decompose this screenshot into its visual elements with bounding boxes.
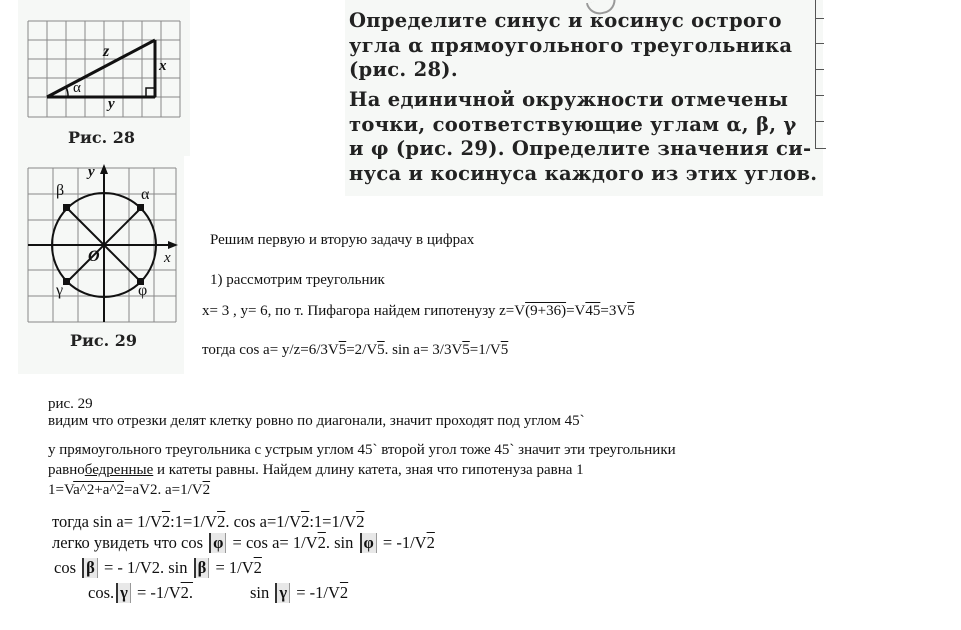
- label-z: z: [103, 43, 110, 60]
- label-y-axis: y: [88, 164, 95, 180]
- text-segment: =aV2. a=1/V: [124, 482, 203, 498]
- text-segment: cos: [54, 558, 81, 577]
- radicand: 2: [426, 533, 435, 552]
- label-x: x: [159, 58, 167, 74]
- leg-length-line: [48, 462, 584, 479]
- radicand: (9+36): [525, 303, 567, 319]
- phi-line: [52, 533, 435, 553]
- radicand: 2: [217, 512, 226, 531]
- figure-28-caption: Рис. 28: [68, 128, 136, 147]
- text-segment: = -1/V: [132, 583, 181, 602]
- gamma-cos-line: [88, 583, 193, 603]
- radicand: 5: [377, 342, 385, 358]
- beta-line: [54, 558, 262, 578]
- text-segment: 1=V: [48, 482, 74, 498]
- text-segment: =1/V: [469, 342, 501, 358]
- radicand: 2: [161, 512, 171, 531]
- radicand: 2: [301, 512, 310, 531]
- gamma-sin-line: [250, 583, 348, 603]
- task-1-line: Определите синус и косинус острого: [349, 9, 782, 32]
- cos-sin-alpha-line: [202, 342, 508, 359]
- gamma-symbol: γ: [116, 583, 131, 603]
- radicand: a^2+a^2: [73, 482, 124, 498]
- text-segment: =2/V: [346, 342, 378, 358]
- label-gamma: γ: [56, 282, 64, 299]
- text-segment: тогда sin a= 1/V: [52, 512, 162, 531]
- step-1-title: 1) рассмотрим треугольник: [210, 272, 385, 288]
- radicand: 2: [339, 583, 349, 602]
- text-segment: =3V: [600, 303, 628, 319]
- radicand: 2.: [180, 583, 194, 602]
- isosceles-reasoning: у прямоугольного треугольника с устрым углом 45` второй угол тоже 45` значит эти треугольники: [48, 442, 676, 458]
- text-segment: . sin a= 3/3V: [384, 342, 463, 358]
- label-beta: β: [56, 182, 65, 199]
- radicand: 45: [585, 303, 601, 319]
- margin-ruler: [815, 0, 826, 149]
- beta-symbol: β: [82, 558, 98, 578]
- text-segment: тогда cos a= y/z=6/3V: [202, 342, 339, 358]
- pythagoras-line: [202, 303, 635, 320]
- task-2-line: точки, соответствующие углам α, β, γ: [349, 112, 797, 136]
- radicand: 2: [356, 512, 365, 531]
- text-segment: = -1/V: [378, 533, 427, 552]
- task-1-line: угла α прямоугольного треугольника: [349, 33, 793, 57]
- task-2-text: [349, 88, 819, 186]
- fig-29-reference: рис. 29: [48, 396, 93, 412]
- task-2-line: нуса и косинуса каждого из этих углов.: [349, 161, 818, 185]
- phi-symbol: φ: [360, 533, 377, 553]
- text-segment: =V: [566, 303, 586, 319]
- leg-equation: [48, 482, 210, 499]
- text-segment: легко увидеть что cos: [52, 533, 208, 552]
- underlined-text: бедренные: [84, 462, 154, 478]
- text-segment: x= 3 , y= 6, по т. Пифагора найдем гипотенузу z=V: [202, 303, 526, 319]
- text-segment: :1=1/V: [170, 512, 218, 531]
- figure-28: [18, 0, 190, 156]
- sin-cos-alpha-result: [52, 512, 364, 532]
- text-segment: = -1/V: [292, 583, 340, 602]
- label-x-axis: x: [164, 250, 171, 266]
- task-1-line: (рис. 28).: [349, 58, 458, 81]
- text-segment: :1=1/V: [309, 512, 357, 531]
- radicand: 2: [253, 558, 262, 577]
- figure-29-caption: Рис. 29: [70, 331, 138, 350]
- radicand: 2: [202, 482, 211, 498]
- radicand: 5: [500, 342, 509, 358]
- fig-29-observation: видим что отрезки делят клетку ровно по диагонали, значит проходят под углом 45`: [48, 413, 585, 429]
- text-segment: sin: [250, 583, 274, 602]
- text-segment: cos.: [88, 583, 115, 602]
- text-segment: = cos a= 1/V: [228, 533, 318, 552]
- radicand: 2: [317, 533, 326, 552]
- radicand: 5: [462, 342, 470, 358]
- label-origin: O: [88, 248, 100, 265]
- text-segment: и катеты равны. Найдем длину катета, зная что гипотенуза равна 1: [153, 462, 584, 478]
- text-segment: . sin: [325, 533, 358, 552]
- task-1-text: [349, 9, 819, 83]
- textbook-excerpt: [345, 0, 823, 196]
- radicand: 5: [627, 303, 635, 319]
- label-alpha: α: [73, 80, 81, 96]
- solution-intro: Решим первую и вторую задачу в цифрах: [210, 232, 475, 248]
- text-segment: = - 1/V2. sin: [99, 558, 192, 577]
- label-y: y: [108, 96, 115, 112]
- phi-symbol: φ: [209, 533, 226, 553]
- radicand: 5: [338, 342, 347, 358]
- text-segment: равно: [48, 462, 85, 478]
- figure-29: [18, 156, 184, 374]
- task-2-line: и φ (рис. 29). Определите значения си-: [349, 137, 812, 160]
- text-segment: . cos a=1/V: [225, 512, 302, 531]
- beta-symbol: β: [194, 558, 210, 578]
- text-segment: = 1/V: [211, 558, 254, 577]
- label-phi: φ: [138, 282, 148, 299]
- gamma-symbol: γ: [275, 583, 290, 603]
- task-2-line: На единичной окружности отмечены: [349, 88, 789, 111]
- label-alpha: α: [141, 186, 150, 203]
